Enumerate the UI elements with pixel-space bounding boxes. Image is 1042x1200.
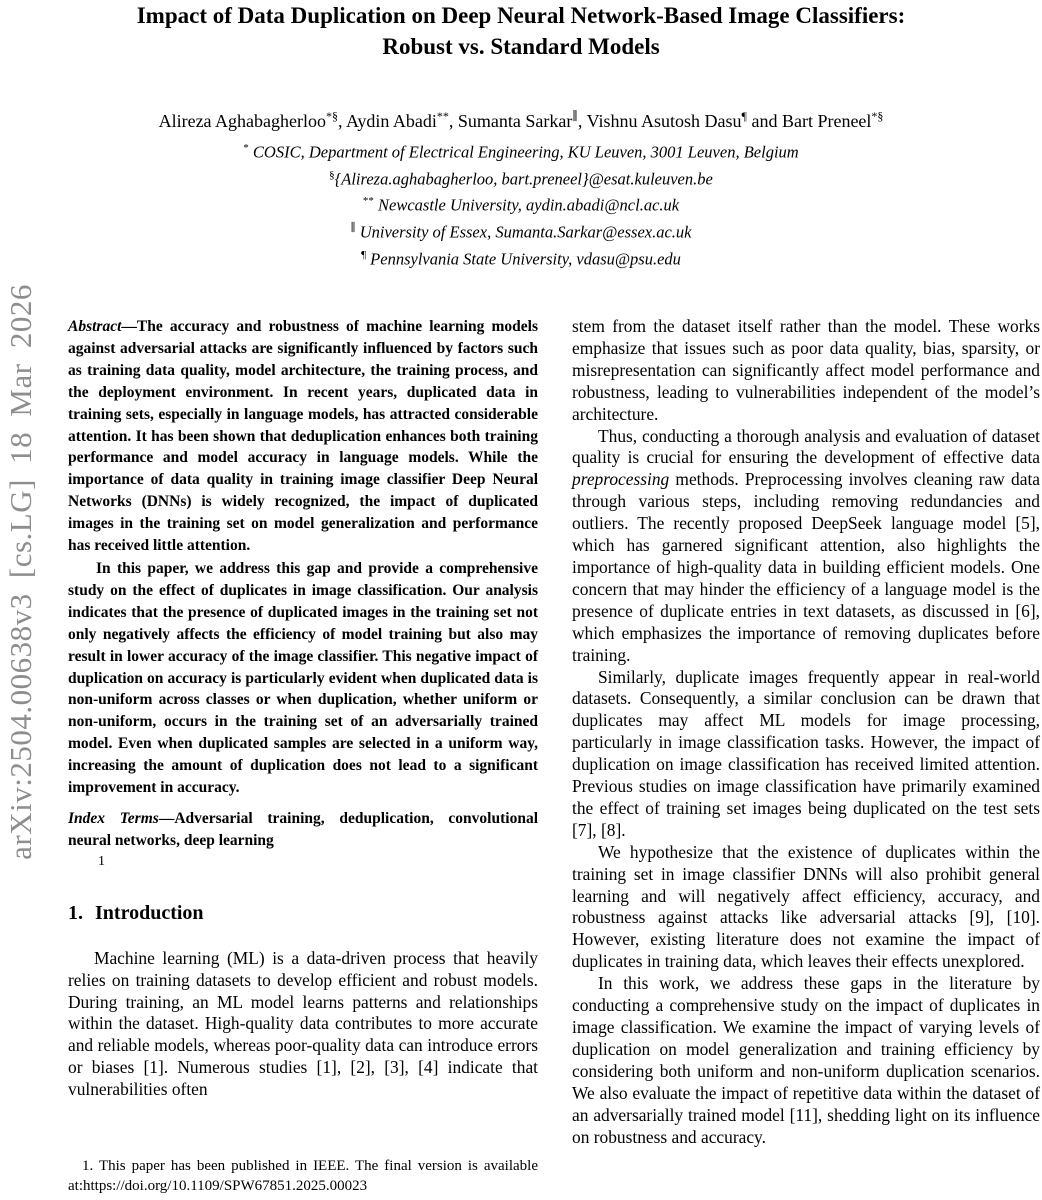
footnote-reference-mark: 1 [98, 853, 105, 869]
affiliation-line [0, 190, 1042, 217]
abstract-paragraph-1 [68, 316, 538, 557]
abstract-paragraph-2: In this paper, we address this gap and provide a comprehensive study on the effect of duplicates in image classification. Our analysis indicates that the presence of duplicated images in the training set not only negatively affects the efficiency of model training but also may result in lower accuracy of the image classifier. This negative impact of duplication on accuracy is particularly evident when duplicated data is non-uniform across classes or when duplication, whether uniform or non-uniform, occurs in the training set of an adversarially trained model. Even when duplicated samples are selected in a uniform way, increasing the amount of duplication does not lead to a significant improvement in accuracy. [68, 559, 538, 797]
affiliation-text: University of Essex, Sumanta.Sarkar@essex.ac.uk [359, 222, 692, 242]
index-terms [68, 808, 538, 852]
footnote [68, 1157, 538, 1196]
column-left [68, 316, 538, 1101]
body-paragraph: stem from the dataset itself rather than the model. These works emphasize that issues such as poor data quality, bias, sparsity, or misrepresentation can significantly affect model performance and robustness, leading to vulnerabilities independent of the model’s architecture. [572, 316, 1040, 424]
abstract-label: Abstract [68, 318, 122, 335]
author-affil-mark: ∥ [572, 109, 578, 123]
affiliation-text: Newcastle University, aydin.abadi@ncl.ac.uk [378, 195, 680, 215]
section-number: 1. [68, 901, 83, 924]
authors-line [0, 109, 1042, 132]
index-terms-paragraph [68, 808, 538, 852]
body-paragraph: We hypothesize that the existence of duplicates within the training set in image classifier DNNs will also prohibit general learning and will negatively affect efficiency, accuracy, and robustness against attacks like adversarial attacks [9], [10]. However, existing literature does not examine the impact of duplicates in training data, which leaves their effects unexplored. [572, 841, 1040, 972]
body-text: Thus, conducting a thorough analysis and evaluation of dataset quality is crucial for ensuring the development of effective data [572, 425, 1040, 468]
affiliation-text: COSIC, Department of Electrical Engineering, KU Leuven, 3001 Leuven, Belgium [252, 142, 799, 162]
author-separator: , [338, 111, 347, 131]
affiliations-block [0, 137, 1042, 271]
author-separator: , [577, 111, 587, 131]
affil-mark: ∥ [350, 222, 356, 235]
arxiv-watermark: arXiv:2504.00638v3 [cs.LG] 18 Mar 2026 [3, 284, 38, 860]
index-terms-text: Adversarial training, deduplication, convolutional neural networks, deep learning [68, 809, 538, 849]
author-name: Vishnu Asutosh Dasu [586, 111, 742, 131]
author-affil-mark: *§ [326, 109, 339, 123]
footnote-text: This paper has been published in IEEE. The final version is available at:https://doi.org/10.1109/SPW67851.2025.00023 [68, 1158, 538, 1194]
index-terms-label: Index Terms [68, 809, 159, 827]
body-text: methods. Preprocessing involves cleaning raw data through various steps, including removing redundancies and outliers. The recently proposed DeepSeek language model [5], which has garnered significant attention, also highlights the importance of high-quality data in building efficient models. One concern that may hinder the efficiency of a language model is the presence of duplicate entries in text datasets, as discussed in [6], which emphasizes the importance of removing duplicates before training. [572, 469, 1040, 665]
affil-mark: ¶ [361, 248, 367, 261]
affil-mark: ** [362, 195, 374, 208]
body-paragraph: Similarly, duplicate images frequently appear in real-world datasets. Consequently, a similar conclusion can be drawn that duplicates may affect ML models for image processing, particularly in image classification tasks. However, the impact of duplication on image classification has received limited attention. Previous studies on image classification have primarily examined the effect of training set images being duplicated on the test sets [7], [8]. [572, 666, 1040, 840]
section-title: Introduction [95, 901, 204, 924]
body-paragraph: In this work, we address these gaps in the literature by conducting a comprehensive study on the impact of duplicates in image classification. We examine the impact of varying levels of duplication on model generalization and training efficiency by considering both uniform and non-uniform duplication scenarios. We also evaluate the impact of repetitive data within the dataset of an adversarially trained model [11], shedding light on its influence on robustness and accuracy. [572, 973, 1040, 1147]
author-separator: , [448, 111, 458, 131]
author-affil-mark: ** [436, 109, 449, 123]
affiliation-line [0, 244, 1042, 271]
emphasized-term: preprocessing [572, 469, 670, 490]
index-terms-dash: — [158, 809, 175, 827]
abstract-text: The accuracy and robustness of machine learning models against adversarial attacks are significantly influenced by factors such as training data quality, model architecture, the training process, and the deployment environment. In recent years, duplicated data in training sets, especially in language models, has attracted considerable attention. It has been shown that deduplication enhances both training performance and model accuracy in language models. While the importance of data quality in training image classifier Deep Neural Networks (DNNs) is widely recognized, the impact of duplicated images in the training set on model generalization and performance has received little attention. [68, 318, 538, 555]
section-heading-introduction [68, 902, 538, 925]
affil-mark: § [329, 168, 335, 181]
affiliation-line [0, 137, 1042, 164]
body-paragraph [572, 426, 1040, 667]
author-name: Alireza Aghabagherloo [158, 111, 327, 131]
author-name: Bart Preneel [781, 111, 872, 131]
affiliation-line [0, 164, 1042, 191]
introduction-body-left [68, 948, 538, 1101]
paper-title-line2: Robust vs. Standard Models [382, 34, 660, 59]
author-name: Sumanta Sarkar [457, 111, 573, 131]
author-affil-mark: ¶ [741, 109, 747, 123]
footnote-number: 1. [82, 1158, 94, 1174]
author-name: Aydin Abadi [346, 111, 437, 131]
paper-title [0, 0, 1042, 62]
abstract-dash: — [121, 318, 137, 335]
intro-paragraph: Machine learning (ML) is a data-driven process that heavily relies on training datasets to develop efficient and robust models. During training, an ML model learns patterns and relationships within the dataset. High-quality data contributes to more accurate and reliable models, whereas poor-quality data can introduce errors or biases [1]. Numerous studies [1], [2], [3], [4] indicate that vulnerabilities often [68, 947, 538, 1100]
affiliation-line [0, 217, 1042, 244]
affiliation-text: {Alireza.aghabagherloo, bart.preneel}@esat.kuleuven.be [334, 169, 713, 189]
abstract [68, 316, 538, 799]
author-affil-mark: *§ [871, 109, 884, 123]
affil-mark: * [243, 142, 249, 154]
paper-title-line1: Impact of Data Duplication on Deep Neural Network-Based Image Classifiers: [136, 3, 906, 28]
author-separator: and [746, 111, 782, 131]
column-right [572, 316, 1040, 1148]
affiliation-text: Pennsylvania State University, vdasu@psu.edu [370, 249, 681, 269]
